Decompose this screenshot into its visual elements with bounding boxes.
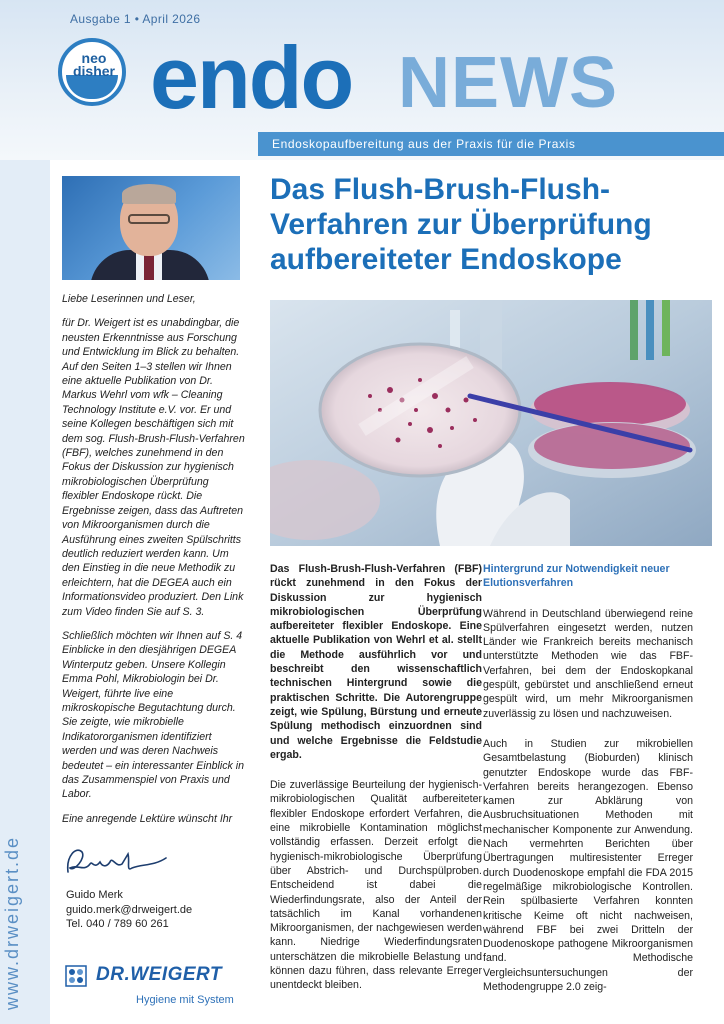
portrait-tie — [144, 254, 154, 280]
letter-paragraph-2: Schließlich möchten wir Ihnen auf S. 4 Einblicke in den diesjährigen DEGEA Winterputz geben. Unsere Kollegin Emma Pohl, Mikrobiologin bei Dr. Weigert, führte live eine mikroskopische Begutachtung durch. Sie zeigte, wie mikrobielle Indikatororganismen identifiziert werden und was deren Nachweis bedeutet – ein interessanter Einblick in das Zusammenspiel von Praxis und Labor. — [62, 629, 244, 801]
author-portrait — [62, 176, 240, 280]
newsletter-title-news: NEWS — [398, 43, 618, 123]
letter-paragraph-1: für Dr. Weigert ist es unabdingbar, die neusten Erkenntnisse aus Forschung und Entwicklung im Blick zu behalten. Auf den Seiten 1–3 stellen wir Ihnen eine aktuelle Publikation von Dr. Markus Wehrl vom wfk – Cleaning Technology Institute e.V. vor. Er und seine Kollegen beschäftigen sich mit dem sog. Flush-Brush-Flush-Verfahren (FBF), welches zunehmend in den Fokus der Diskussion zur hygienisch mikrobiologischen Überprüfung flexibler Endoskope rückt. Die Ergebnisse zeigen, dass das Auftreten von Mikroorganismen durch die Ausführung eines zweiten Spülschritts deutlich reduziert werden kann. Um den Einstieg in die neue Methodik zu erleichtern, hat die DEGEA auch ein Informationsvideo produziert. Den Link zum Video finden Sie auf S. 3. — [62, 317, 245, 618]
logo-line2: disher — [72, 63, 115, 79]
sender-contact — [66, 888, 252, 932]
neodisher-logo — [58, 38, 126, 106]
logo-text — [66, 52, 122, 78]
section-heading: Hintergrund zur Notwendigkeit neuer Elutionsverfahren — [483, 563, 670, 590]
sender-phone: Tel. 040 / 789 60 261 — [66, 918, 169, 930]
tagline-band: Endoskopaufbereitung aus der Praxis für die Praxis — [258, 132, 724, 156]
letter-closing: Eine anregende Lektüre wünscht Ihr — [62, 812, 233, 825]
article-lead: Das Flush-Brush-Flush-Verfahren (FBF) rückt zunehmend in den Fokus der Diskussion zur hygienisch mikrobiologischen Überprüfung aufbereiteter flexibler Endoskope. Eine aktuelle Publikation von Wehrl et al. stellt die Methode ausführlich vor und beschreibt den wissenschaftlich technischen Hintergrund sowie die praktischen Schritte. Die Autorengruppe zeigt, wie Spülung, Bürstung und erneute Spülung methodisch einzuordnen sind und welche Ergebnisse die Feldstudie ergab. — [270, 563, 482, 761]
sender-name: Guido Merk — [66, 889, 123, 901]
article-body-1: Die zuverlässige Beurteilung der hygienisch-mikrobiologischen Qualität aufbereiteter flexibler Endoskope erfordert Verfahren, die eine mikrobielle Kontamination möglichst vollständig erfassen. Derzeit erfolgt die hygienisch-mikrobiologische Überprüfung über Abstrich- und Durchspülproben. Entscheidend ist dabei die Wiederfindungsrate, also der Anteil der tatsächlich im Kanal vorhandenen Mikroorganismen, der nachgewiesen werden kann. Niedrige Wiederfindungsraten unterschätzen die mikrobielle Belastung und können dazu führen, dass relevante Erreger unentdeckt bleiben. — [270, 779, 482, 992]
dr-weigert-logo — [64, 962, 250, 990]
hero-image-petri-dish — [270, 300, 712, 546]
letter-greeting: Liebe Leserinnen und Leser, — [62, 293, 196, 305]
weigert-mark-icon — [64, 964, 88, 988]
logo-line1: neo — [81, 50, 107, 66]
portrait-hair — [122, 184, 176, 204]
editorial-letter — [62, 292, 248, 836]
article-body-2: Während in Deutschland überwiegend reine Spülverfahren eingesetzt werden, nutzen Länder wie Frankreich bereits mechanisch unterstützte Methoden wie das FBF-Verfahren, bei dem der Endoskopkanal gespült, gebürstet und anschließend erneut gespült wird, um mehr Mikroorganismen zuverlässig zu lösen und nachzuweisen. — [483, 607, 693, 720]
article-body-3: Auch in Studien zur mikrobiellen Gesamtbelastung (Bioburden) klinisch genutzter Endoskope wurde das FBF-Verfahren bereits herangezogen. Ebenso kamen zur Abklärung von Ausbruchsituationen Methoden mit mechanischer Komponente zur Anwendung. Nach vermehrten Berichten über Übertragungen multiresistenter Erreger durch Duodenoskope empfahl die FDA 2015 regelmäßige mikrobiologische Kontrollen. Rein spülbasierte Verfahren konnten kritische Keime oft nicht nachweisen, während FBF bei zwei Dritteln der Duodenoskope pathogene Mikroorganismen fand. Methodische Vergleichsuntersuchungen der Methodengruppe 2.0 zeig- — [483, 737, 693, 994]
article-column-2 — [483, 562, 693, 1010]
article-column-1 — [270, 562, 482, 993]
website-url[interactable]: www.drweigert.de — [2, 835, 22, 1010]
issue-label: Ausgabe 1 • April 2026 — [70, 12, 201, 26]
article-headline: Das Flush-Brush-Flush-Verfahren zur Überprüfung aufbereiteter Endoskope — [270, 173, 652, 276]
portrait-glasses — [128, 214, 170, 224]
newsletter-title-endo: endo — [150, 28, 353, 127]
brand-slogan: Hygiene mit System — [136, 994, 234, 1006]
masthead — [0, 0, 724, 160]
brand-name: DR.WEIGERT — [96, 964, 223, 985]
sender-email[interactable]: guido.merk@drweigert.de — [66, 903, 193, 916]
lab-photo — [270, 300, 712, 546]
handwritten-signature — [62, 842, 172, 882]
